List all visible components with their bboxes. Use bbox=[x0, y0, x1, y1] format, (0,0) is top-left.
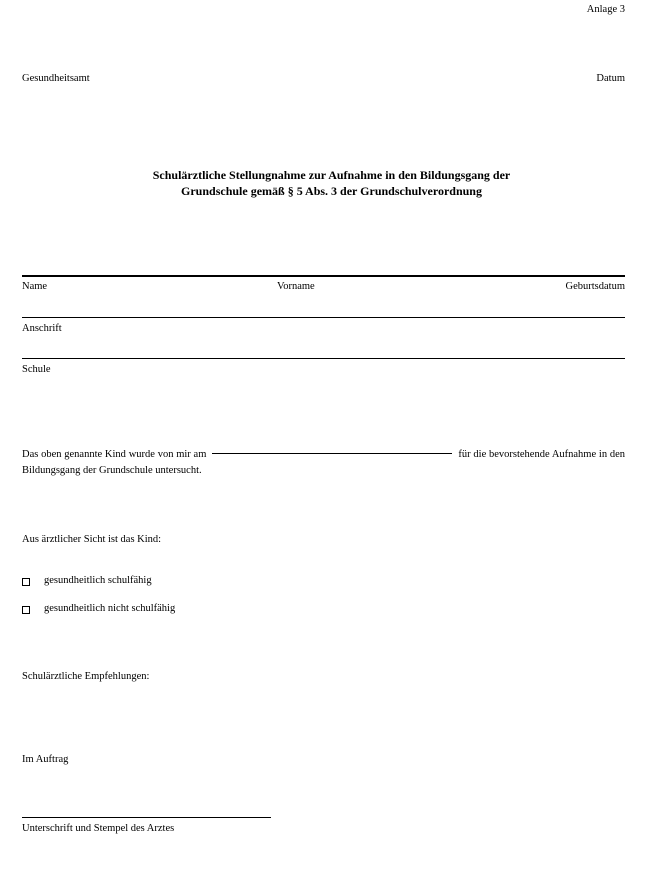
examination-date-line[interactable] bbox=[212, 453, 452, 454]
top-rule bbox=[22, 275, 625, 277]
school-label: Schule bbox=[22, 364, 51, 375]
option-not-fit[interactable] bbox=[22, 603, 175, 614]
attachment-label: Anlage 3 bbox=[586, 4, 625, 15]
date-label: Datum bbox=[596, 73, 625, 84]
first-name-label: Vorname bbox=[277, 281, 315, 292]
address-label: Anschrift bbox=[22, 323, 62, 334]
option-fit[interactable] bbox=[22, 575, 152, 586]
address-row-rule bbox=[22, 358, 625, 359]
option-not-fit-label: gesundheitlich nicht schulfähig bbox=[44, 603, 176, 614]
statement-part1: Das oben genannte Kind wurde von mir am bbox=[22, 449, 207, 460]
examination-statement bbox=[22, 447, 625, 479]
signature-line bbox=[22, 817, 271, 818]
name-label: Name bbox=[22, 281, 48, 292]
birthdate-label: Geburtsdatum bbox=[565, 281, 625, 292]
im-auftrag-label: Im Auftrag bbox=[22, 754, 69, 765]
statement-part2: für die bevorstehende Aufnahme in den Bildungsgang der Grundschule untersucht. bbox=[22, 449, 625, 476]
recommendations-label: Schulärztliche Empfehlungen: bbox=[22, 671, 150, 682]
option-fit-label: gesundheitlich schulfähig bbox=[44, 575, 152, 586]
assessment-label: Aus ärztlicher Sicht ist das Kind: bbox=[22, 534, 162, 545]
form-title-line1: Schulärztliche Stellungnahme zur Aufnahme in den Bildungsgang der bbox=[152, 168, 511, 182]
checkbox-fit[interactable] bbox=[22, 578, 30, 586]
form-title-line2: Grundschule gemäß § 5 Abs. 3 der Grundschulverordnung bbox=[181, 184, 482, 198]
authority-label: Gesundheitsamt bbox=[22, 73, 90, 84]
checkbox-not-fit[interactable] bbox=[22, 606, 30, 614]
form-title bbox=[0, 167, 663, 199]
signature-label: Unterschrift und Stempel des Arztes bbox=[22, 823, 175, 834]
name-row-rule bbox=[22, 317, 625, 318]
